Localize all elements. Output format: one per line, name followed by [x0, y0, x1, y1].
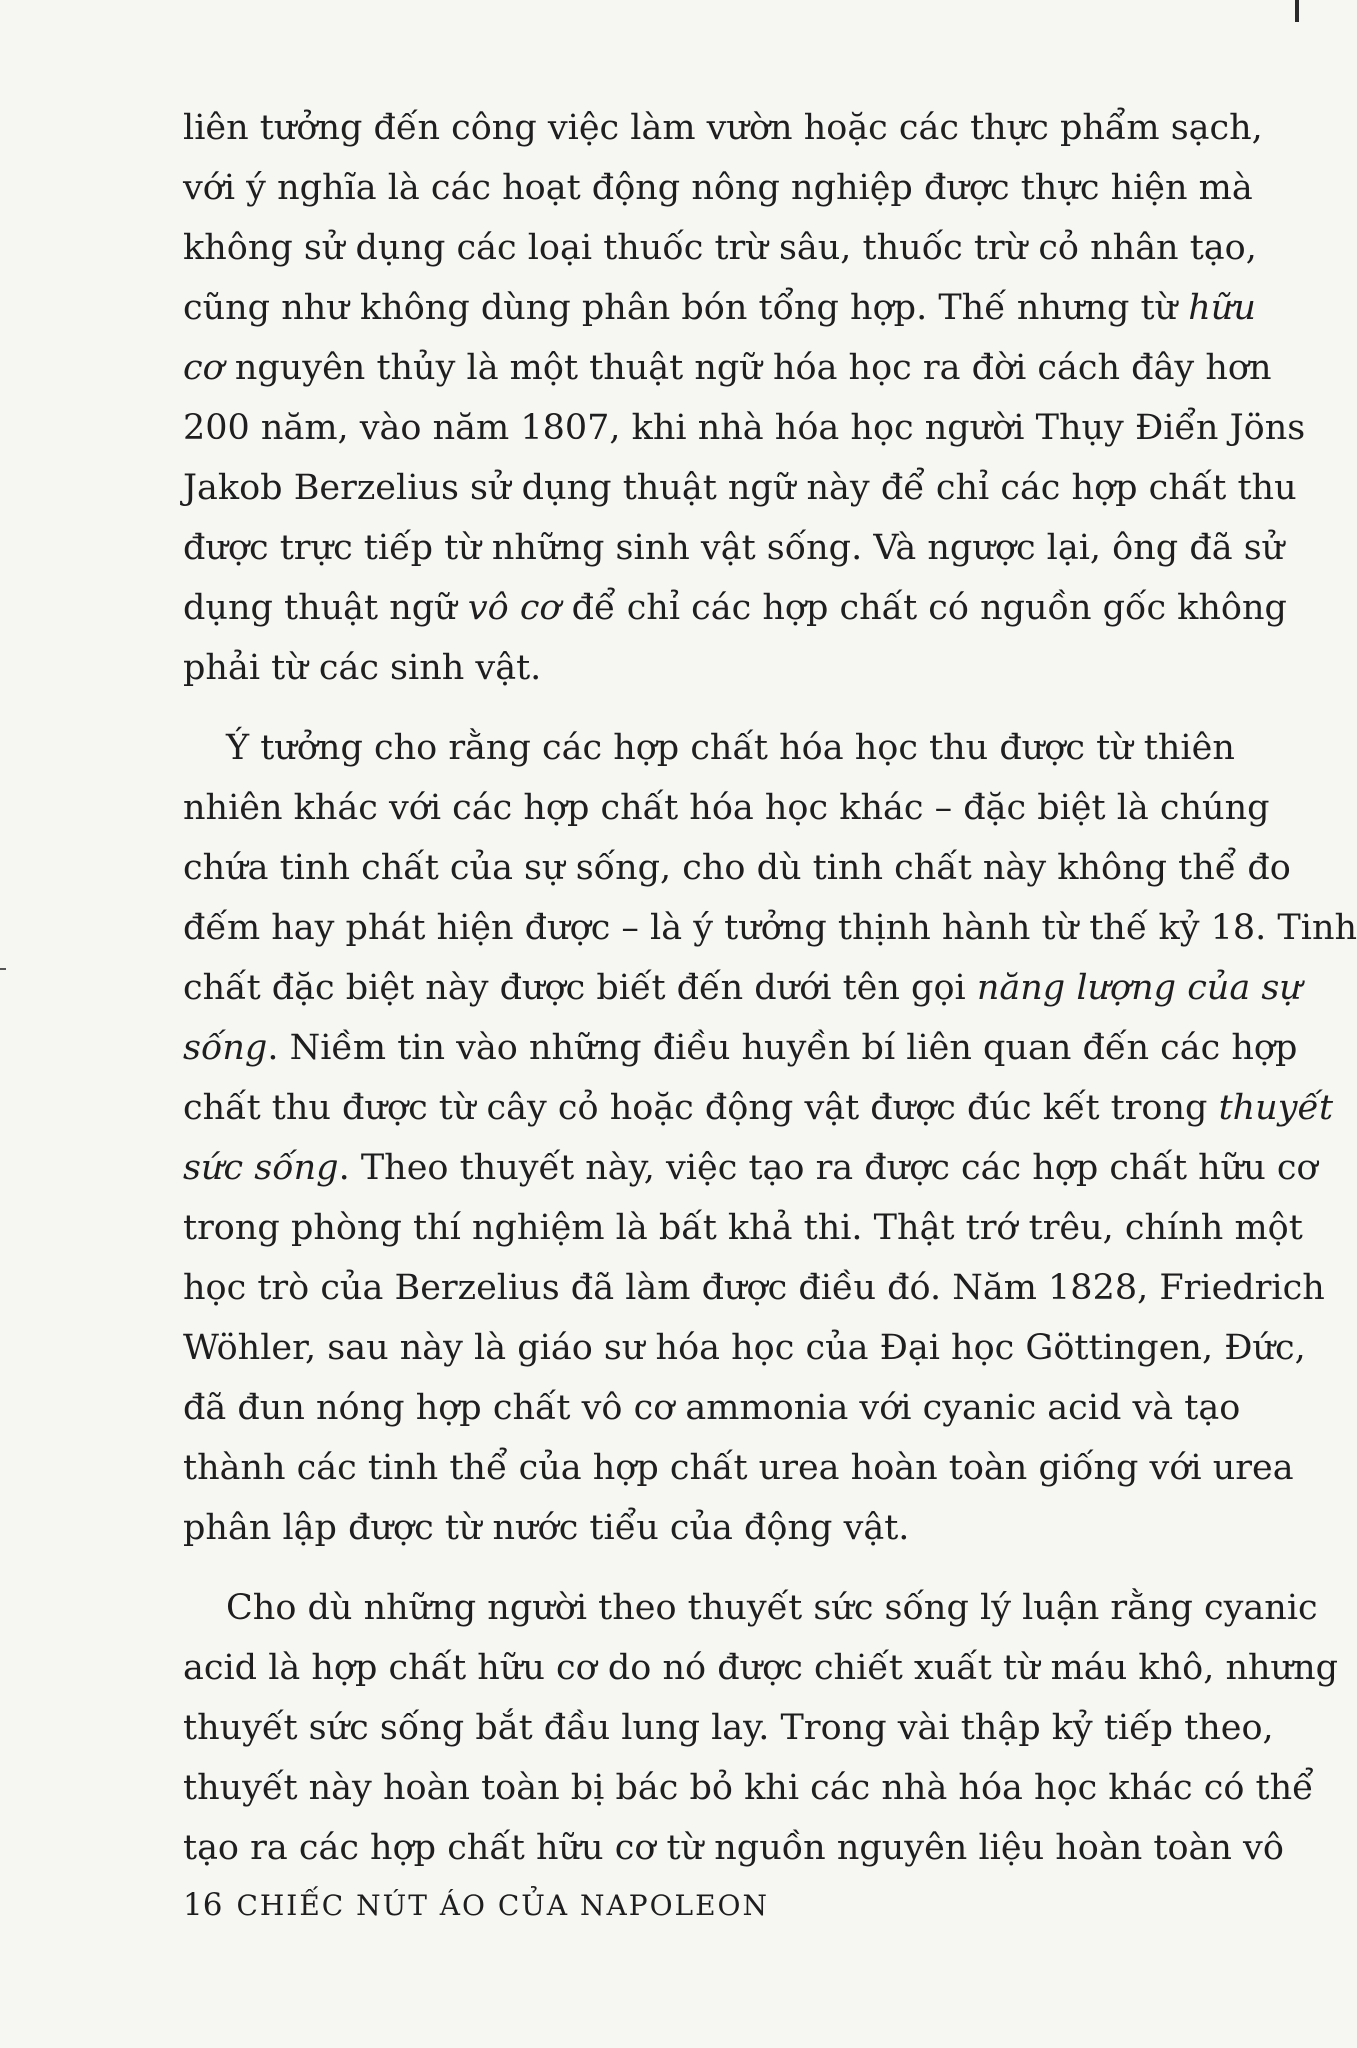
- text-run: đếm hay phát hiện được – là ý tưởng thịnh hành từ thế kỷ 18. Tinh: [183, 908, 1357, 948]
- paragraph: [183, 1578, 1339, 1878]
- margin-tick: [0, 968, 6, 970]
- text-run: Jakob Berzelius sử dụng thuật ngữ này để chỉ các hợp chất thu: [183, 468, 1297, 508]
- text-line: [183, 518, 1285, 578]
- text-line: [183, 958, 1302, 1018]
- text-run: học trò của Berzelius đã làm được điều đó. Năm 1828, Friedrich: [183, 1268, 1325, 1308]
- text-run: phân lập được từ nước tiểu của động vật.: [183, 1508, 910, 1548]
- text-line: [183, 898, 1357, 958]
- text-run: tạo ra các hợp chất hữu cơ từ nguồn nguyên liệu hoàn toàn vô: [183, 1828, 1284, 1868]
- text-line: [183, 98, 1263, 158]
- text-run: dụng thuật ngữ: [183, 588, 468, 628]
- text-line: [183, 158, 1253, 218]
- text-line: [183, 1498, 1183, 1558]
- text-line: [183, 1018, 1298, 1078]
- italic-term: sức sống: [183, 1148, 339, 1188]
- text-run: trong phòng thí nghiệm là bất khả thi. Thật trớ trêu, chính một: [183, 1208, 1303, 1248]
- text-line: [183, 718, 1235, 778]
- italic-term: sống: [183, 1028, 268, 1068]
- italic-term: năng lượng của sự: [976, 968, 1302, 1008]
- text-run: đã đun nóng hợp chất vô cơ ammonia với cyanic acid và tạo: [183, 1388, 1241, 1428]
- text-line: [183, 778, 1270, 838]
- text-run: được trực tiếp từ những sinh vật sống. Và ngược lại, ông đã sử: [183, 528, 1285, 568]
- body-text: [183, 98, 1357, 1878]
- text-line: [183, 338, 1272, 398]
- paragraph: [183, 718, 1357, 1558]
- text-line: [183, 838, 1291, 898]
- text-run: . Niềm tin vào những điều huyền bí liên quan đến các hợp: [267, 1028, 1298, 1068]
- text-run: thuyết sức sống bắt đầu lung lay. Trong vài thập kỷ tiếp theo,: [183, 1708, 1274, 1748]
- text-run: để chỉ các hợp chất có nguồn gốc không: [560, 588, 1287, 628]
- text-run: thành các tinh thể của hợp chất urea hoàn toàn giống với urea: [183, 1448, 1294, 1488]
- text-run: cũng như không dùng phân bón tổng hợp. Thế nhưng từ: [183, 288, 1189, 328]
- text-line: [183, 398, 1306, 458]
- page-number: 16: [183, 1887, 223, 1923]
- page-footer: [183, 1887, 769, 1923]
- text-run: Wöhler, sau này là giáo sư hóa học của Đại học Göttingen, Đức,: [183, 1328, 1306, 1368]
- paragraph: [183, 98, 1306, 698]
- text-run: Cho dù những người theo thuyết sức sống lý luận rằng cyanic: [226, 1588, 1318, 1628]
- text-run: 200 năm, vào năm 1807, khi nhà hóa học người Thụy Điển Jöns: [183, 408, 1306, 448]
- text-line: [183, 638, 1183, 698]
- italic-term: cơ: [183, 348, 224, 388]
- scan-edge-mark: [1295, 0, 1299, 22]
- text-run: phải từ các sinh vật.: [183, 648, 542, 688]
- text-line: [183, 1758, 1314, 1818]
- text-line: [183, 1318, 1306, 1378]
- text-line: [183, 1258, 1325, 1318]
- text-run: thuyết này hoàn toàn bị bác bỏ khi các nhà hóa học khác có thể: [183, 1768, 1314, 1808]
- text-run: . Theo thuyết này, việc tạo ra được các hợp chất hữu cơ: [338, 1148, 1318, 1188]
- text-line: [183, 1638, 1339, 1698]
- text-run: nguyên thủy là một thuật ngữ hóa học ra đời cách đây hơn: [223, 348, 1272, 388]
- text-line: [183, 1378, 1241, 1438]
- text-run: chất thu được từ cây cỏ hoặc động vật được đúc kết trong: [183, 1088, 1219, 1128]
- text-line: [183, 1698, 1274, 1758]
- text-run: nhiên khác với các hợp chất hóa học khác – đặc biệt là chúng: [183, 788, 1270, 828]
- running-title: CHIẾC NÚT ÁO CỦA NAPOLEON: [236, 1889, 770, 1922]
- text-line: [183, 1438, 1294, 1498]
- text-line: [183, 458, 1297, 518]
- text-line: [183, 1818, 1284, 1878]
- text-run: acid là hợp chất hữu cơ do nó được chiết xuất từ máu khô, nhưng: [183, 1648, 1339, 1688]
- text-run: với ý nghĩa là các hoạt động nông nghiệp được thực hiện mà: [183, 168, 1253, 208]
- text-line: [183, 578, 1287, 638]
- text-line: [183, 1198, 1303, 1258]
- italic-term: thuyết: [1218, 1088, 1334, 1128]
- text-run: Ý tưởng cho rằng các hợp chất hóa học thu được từ thiên: [226, 728, 1235, 768]
- text-line: [183, 218, 1257, 278]
- text-run: không sử dụng các loại thuốc trừ sâu, thuốc trừ cỏ nhân tạo,: [183, 228, 1257, 268]
- text-run: liên tưởng đến công việc làm vườn hoặc các thực phẩm sạch,: [183, 108, 1263, 148]
- text-line: [183, 278, 1256, 338]
- text-line: [183, 1138, 1318, 1198]
- italic-term: hữu: [1188, 288, 1256, 328]
- text-run: chất đặc biệt này được biết đến dưới tên gọi: [183, 968, 977, 1008]
- text-run: chứa tinh chất của sự sống, cho dù tinh chất này không thể đo: [183, 848, 1291, 888]
- text-line: [183, 1078, 1334, 1138]
- italic-term: vô cơ: [467, 588, 561, 628]
- text-line: [183, 1578, 1318, 1638]
